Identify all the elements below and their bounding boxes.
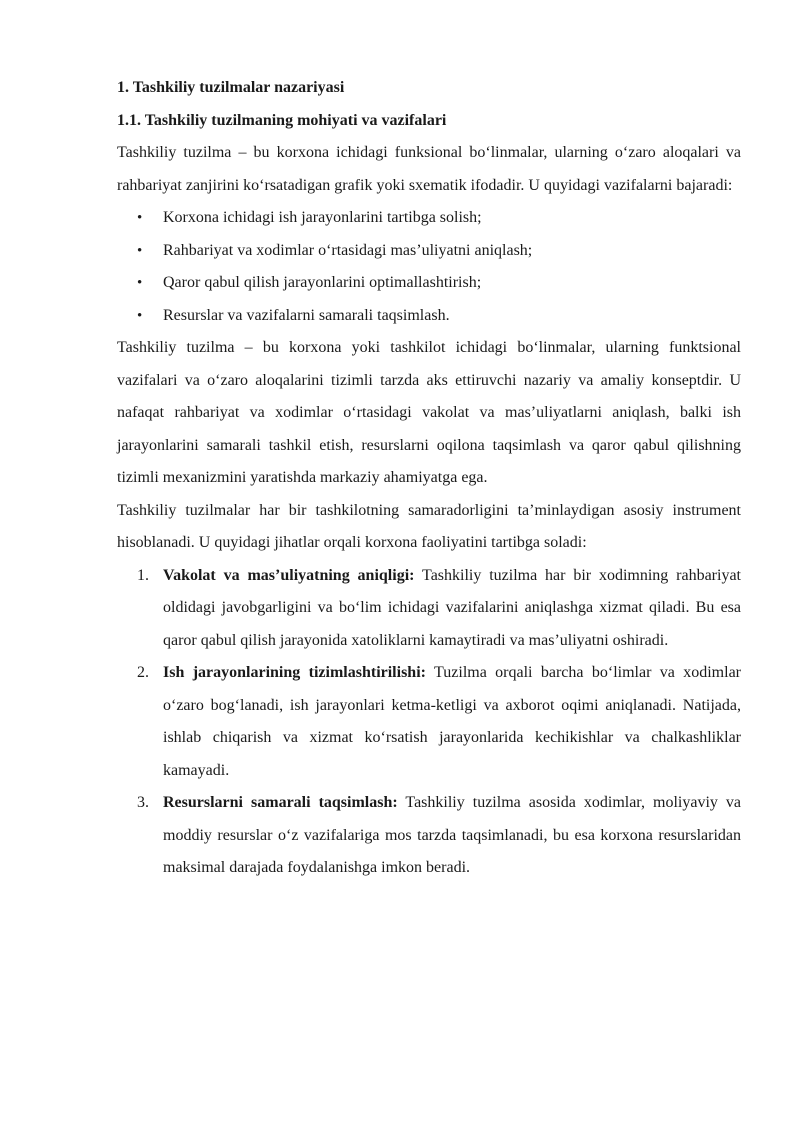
item-number: 2. [137, 664, 149, 681]
item-title: Ish jarayonlarining tizimlashtirilishi: [163, 664, 426, 681]
item-number: 3. [137, 794, 149, 811]
document-page [117, 72, 741, 885]
numbered-item [137, 560, 742, 658]
bullet-item: • Resurslar va vazifalarni samarali taqsimlash. [163, 300, 741, 333]
paragraph-definition: Tashkiliy tuzilma – bu korxona yoki tashkilot ichidagi bo‘linmalar, ularning funktsional vazifalari va o‘zaro aloqalarini tizimli tarzda aks ettiruvchi nazariy va amaliy konseptdir. U nafaqat rahbariyat va xodimlar o‘rtasidagi vakolat va mas’uliyatlarni aniqlash, balki ish jarayonlarini samarali tashkil etish, resurslarni oqilona taqsimlash va qaror qabul qilishning tizimli mexanizmini yaratishda markaziy ahamiyatga ega. [117, 339, 741, 486]
bullet-item: • Rahbariyat va xodimlar o‘rtasidagi mas’uliyatni aniqlash; [163, 235, 741, 268]
item-text: Tashkiliy tuzilma har bir xodimning rahbariyat oldidagi javobgarligini va bo‘lim ichidagi vazifalarini aniqlashga xizmat qiladi. Bu esa qaror qabul qilish jarayonida xatoliklarni kamaytiradi va mas’uliyatni oshiradi. [163, 566, 742, 649]
item-title: Resurslarni samarali taqsimlash: [163, 794, 398, 811]
item-number: 1. [137, 566, 149, 584]
paragraph-intro: Tashkiliy tuzilma – bu korxona ichidagi funksional bo‘linmalar, ularning o‘zaro aloqalari va rahbariyat zanjirini ko‘rsatadigan grafik yoki sxematik ifodadir. U quyidagi vazifalarni bajaradi: [117, 144, 741, 194]
subsection-heading: 1.1. Tashkiliy tuzilmaning mohiyati va vazifalari [117, 111, 447, 129]
item-title: Vakolat va mas’uliyatning aniqligi: [163, 566, 415, 584]
bullet-item: • Qaror qabul qilish jarayonlarini optimallashtirish; [163, 267, 741, 300]
numbered-item [137, 787, 741, 885]
bullet-list [117, 202, 741, 332]
paragraph-importance: Tashkiliy tuzilmalar har bir tashkilotning samaradorligini ta’minlaydigan asosiy instrument hisoblanadi. U quyidagi jihatlar orqali korxona faoliyatini tartibga soladi: [117, 501, 741, 551]
numbered-list [117, 560, 741, 885]
item-text: Tashkiliy tuzilma asosida xodimlar, moliyaviy va moddiy resurslar o‘z vazifalariga mos tarzda taqsimlanadi, bu esa korxona resurslaridan maksimal darajada foydalanishga imkon beradi. [163, 794, 741, 876]
bullet-item: • Korxona ichidagi ish jarayonlarini tartibga solish; [163, 202, 741, 235]
section-heading: 1. Tashkiliy tuzilmalar nazariyasi [117, 79, 345, 96]
item-text: Tuzilma orqali barcha bo‘limlar va xodimlar o‘zaro bog‘lanadi, ish jarayonlari ketma-ketligi va axborot oqimi aniqlanadi. Natijada, ishlab chiqarish va xizmat ko‘rsatish jarayonlarida kechikishlar va chalkashliklar kamayadi. [163, 664, 741, 779]
numbered-item [137, 657, 741, 787]
